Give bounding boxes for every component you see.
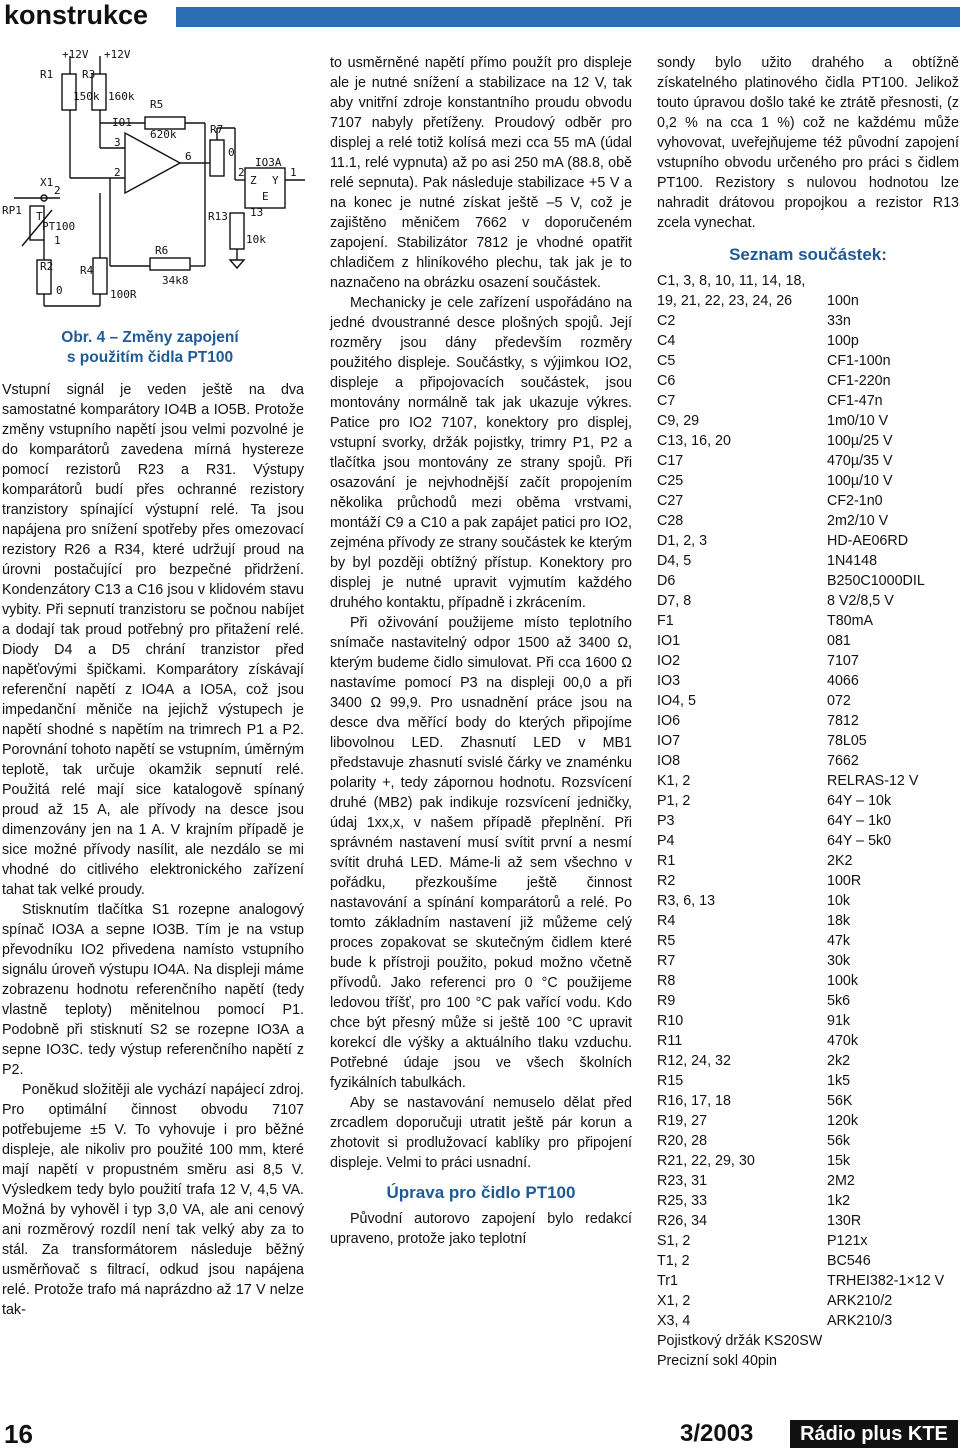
parts-row xyxy=(657,491,959,511)
part-ref: D6 xyxy=(657,573,676,589)
page-header xyxy=(0,0,960,30)
parts-row xyxy=(657,951,959,971)
part-ref: R20, 28 xyxy=(657,1133,708,1149)
part-value: 7812 xyxy=(827,713,859,729)
parts-row xyxy=(657,1171,959,1191)
schem-label: RP1 xyxy=(2,204,22,217)
part-ref: C7 xyxy=(657,393,676,409)
part-value: 1k5 xyxy=(827,1073,851,1089)
part-value: 7107 xyxy=(827,653,859,669)
schem-label: 0 xyxy=(56,284,63,297)
part-ref: C5 xyxy=(657,353,676,369)
parts-row xyxy=(657,351,959,371)
paragraph: Při oživování použijeme místo teplotního snímače nastavitelný odpor 1500 až 3400 Ω, kterým budeme čidlo simulovat. Při cca 1600 Ω nastavíme pomocí P3 na displeji 00,0 a při 3400 Ω 99,9. Pro usnadnění práce jsou na desce dva měřící body do kterých připojíme libovolnou LED. Zhasnutí LED v MB1 představuje zhasnutí svislé čárky ve znaménku polarity +, tedy zápornou hodnotu. Rozsvícení druhé (MB2) pak indikuje rozsvícení jedničky, údaj 1xx,x, v našem případě přeplnění. Při správném nastavení musí svítit první a nesmí svítit druhá LED. Máme-li až sem všechno v pořádku, přezkoušíme ještě činnost nastavování a spínání komparátorů a relé. Po tomto základním nastavení již můžeme celý proces zopakovat se skutečným čidlem které bude k přístroji použito, pokud možno včetně přívodů. Jako referenci pro 0 °C použijeme ledovou tříšť, pro 100 °C pak vařící vodu. Kdo chce být přesný může si ještě 100 °C upravit korekcí dle výšky a aktuálního tlaku vzduchu. Potřebné údaje jsou ve všech školních fyzikálních tabulkách. xyxy=(330,615,632,1091)
schem-label: 160k xyxy=(108,90,135,103)
parts-row xyxy=(657,751,959,771)
schem-label: 0 xyxy=(228,146,235,159)
parts-row xyxy=(657,1231,959,1251)
parts-extra: Pojistkový držák KS20SW xyxy=(657,1333,823,1349)
part-ref: C25 xyxy=(657,473,684,489)
part-value: 2M2 xyxy=(827,1173,855,1189)
parts-row xyxy=(657,731,959,751)
schem-label: R3 xyxy=(82,68,96,81)
part-ref: R5 xyxy=(657,933,676,949)
part-ref: R1 xyxy=(657,853,676,869)
parts-row xyxy=(657,1051,959,1071)
part-ref: P3 xyxy=(657,813,675,829)
part-value: RELRAS-12 V xyxy=(827,773,919,789)
part-ref: C27 xyxy=(657,493,684,509)
figure-caption-line: s použitím čidla PT100 xyxy=(66,349,234,366)
part-ref: R8 xyxy=(657,973,676,989)
part-value: BC546 xyxy=(827,1253,871,1269)
part-value: T80mA xyxy=(827,613,874,629)
part-ref: D4, 5 xyxy=(657,553,692,569)
schem-label: PT100 xyxy=(42,220,76,233)
part-ref: D7, 8 xyxy=(657,593,692,609)
text-column-3 xyxy=(657,53,959,1371)
paragraph: sondy bylo užito drahého a obtížně získatelného platinového čidla PT100. Jelikož touto úpravou došlo také ke ztrátě přesnosti, (z 0,2 % na cca 1 %) což ne každému může vyhovovat, uveřejňujeme též původní zapojení vstupního obvodu určeného pro práci s čidlem PT100. Rezistory s nulovou hodnotou lze nahradit drátovou propojkou a rezistor R13 zcela vynechat. xyxy=(657,55,959,231)
schem-label: IO1 xyxy=(112,116,132,129)
parts-row xyxy=(657,1251,959,1271)
part-value: 7662 xyxy=(827,753,859,769)
schem-label: 150k xyxy=(73,90,100,103)
part-ref: R21, 22, 29, 30 xyxy=(657,1153,755,1169)
part-ref: C2 xyxy=(657,313,676,329)
header-accent-bar xyxy=(176,7,960,27)
paragraph: Aby se nastavování nemuselo dělat před zrcadlem doporučuji utratit ještě pár korun a zhotovit si prodlužovací kablíky pro připojení displeje. Velmi to práci usnadní. xyxy=(330,1095,632,1171)
schem-label: 10k xyxy=(246,233,266,246)
figure-caption xyxy=(0,328,300,368)
parts-row xyxy=(657,811,959,831)
part-value: 78L05 xyxy=(827,733,867,749)
schem-label: 3 xyxy=(114,136,121,149)
parts-row xyxy=(657,1271,959,1291)
part-ref: P1, 2 xyxy=(657,793,691,809)
part-value: 081 xyxy=(827,633,851,649)
text-column-2 xyxy=(330,53,632,1249)
page-number: 16 xyxy=(4,1419,33,1449)
parts-row xyxy=(657,1031,959,1051)
text-column-1 xyxy=(2,380,304,1320)
parts-row xyxy=(657,1111,959,1131)
part-value: 8 V2/8,5 V xyxy=(827,593,894,609)
part-value: 2m2/10 V xyxy=(827,513,889,529)
part-ref: R12, 24, 32 xyxy=(657,1053,731,1069)
parts-table xyxy=(657,271,959,1331)
parts-row xyxy=(657,1011,959,1031)
part-value: HD-AE06RD xyxy=(827,533,909,549)
part-value: ARK210/2 xyxy=(827,1293,893,1309)
parts-row xyxy=(657,711,959,731)
parts-row xyxy=(657,1311,959,1331)
part-ref: IO2 xyxy=(657,653,681,669)
part-value: P121x xyxy=(827,1233,868,1249)
part-value: 15k xyxy=(827,1153,851,1169)
part-ref: R11 xyxy=(657,1033,683,1049)
parts-row xyxy=(657,571,959,591)
part-value: 100µ/10 V xyxy=(827,473,893,489)
schem-label: +12V xyxy=(104,48,131,61)
part-value: 5k6 xyxy=(827,993,851,1009)
part-value: 56k xyxy=(827,1133,851,1149)
parts-row xyxy=(657,1131,959,1151)
parts-row xyxy=(657,511,959,531)
schem-label: R5 xyxy=(150,98,164,111)
schem-label: R6 xyxy=(155,244,169,257)
part-ref: IO8 xyxy=(657,753,681,769)
schem-label: X1 xyxy=(40,176,54,189)
parts-row xyxy=(657,291,959,311)
paragraph: Vstupní signál je veden ještě na dva samostatné komparátory IO4B a IO5B. Protože změny vstupního napětí jsou velmi pozvolné je do komparátorů zavedena mírná hystereze pomocí rezistorů R23 a R31. Výstupy komparátorů budí přes ochranné rezistory tranzistory spínající výstupní relé. Ta jsou napájena pro snížení spotřeby přes omezovací rezistory R26 a R34, které udržují proud na úrovni postačující pro bezpečné přidržení. Kondenzátory C13 a C16 jsou v klidovém stavu vybity. Při sepnutí tranzistoru se počnou nabíjet a dodají tak proud potřebný pro přitažení relé. Diody D4 a D5 chrání tranzistor před napěťovými špičkami. Komparátory získávají referenční napětí z IO4A a IO5A, což jsou impedanční měniče na jejichž výstupech je napětí shodné s napětím na trimrech P1 a P2. Porovnání tohoto napětí se vstupním, úměrným teplotě, tak určuje okamžik sepnutí relé. Použitá relé mají sice katalogově spínaný proud až 15 A, ale přívody na desce jsou dimenzovány jen na 1 A. V krajním případě je sice možné přívody nasílit, ale nezdálo se mi vhodné do citlivého elektronického zařízení tahat tak velké proudy. xyxy=(2,382,304,898)
part-ref: D1, 2, 3 xyxy=(657,533,708,549)
part-ref: C6 xyxy=(657,373,676,389)
part-value: 64Y – 1k0 xyxy=(827,813,892,829)
parts-row xyxy=(657,671,959,691)
parts-row xyxy=(657,391,959,411)
parts-row xyxy=(657,1291,959,1311)
schem-label: 2 xyxy=(238,166,245,179)
magazine-logo: Rádio plus KTE xyxy=(790,1420,958,1448)
part-ref: R15 xyxy=(657,1073,684,1089)
part-value: 1N4148 xyxy=(827,553,878,569)
part-ref: R2 xyxy=(657,873,676,889)
issue-number: 3/2003 xyxy=(680,1420,754,1447)
paragraph: Původní autorovo zapojení bylo redakcí upraveno, protože jako teplotní xyxy=(330,1211,632,1247)
parts-row xyxy=(657,471,959,491)
part-value: 100k xyxy=(827,973,859,989)
part-ref: IO7 xyxy=(657,733,681,749)
part-ref: R10 xyxy=(657,1013,684,1029)
schem-label: R1 xyxy=(40,68,54,81)
parts-row xyxy=(657,591,959,611)
part-value xyxy=(827,271,959,291)
schem-label: 2 xyxy=(54,184,61,197)
parts-row xyxy=(657,651,959,671)
part-value: 120k xyxy=(827,1113,859,1129)
schematic-figure xyxy=(0,48,310,318)
parts-row xyxy=(657,831,959,851)
part-value: TRHEI382-1×12 V xyxy=(827,1273,945,1289)
parts-row xyxy=(657,531,959,551)
part-value: 30k xyxy=(827,953,851,969)
parts-row xyxy=(657,891,959,911)
parts-row xyxy=(657,871,959,891)
part-value: 1k2 xyxy=(827,1193,851,1209)
part-value: ARK210/3 xyxy=(827,1313,893,1329)
parts-row xyxy=(657,271,959,291)
part-value: 33n xyxy=(827,313,851,329)
paragraph: Mechanicky je cele zařízení uspořádáno na jedné dvoustranné desce plošných spojů. Její rozměry jsou dány především rozměry použitého displeje. Součástky, s výjimkou IO2, displeje a připojovacích součástek, jsou montovány normálně tak jak ukazuje výkres. Patice pro IO2 7107, konektory pro displej, vstupní svorky, držák pojistky, trimry P1, P2 a tlačítka jsou montovány ze strany spojů. Při osazování je nejvhodnější začít propojením několika průchodů mezi oběma vrstvami, montáží C9 a C10 a pak zapájet patici pro IO2, zejména přívody ze strany součástek ke kterým by byl později obtížný přístup. Konektory pro displej je nutné upravit vyjmutím každého druhého kontaktu, případně i zkrácením. xyxy=(330,295,632,611)
parts-row xyxy=(657,311,959,331)
schem-label: Z xyxy=(250,174,257,187)
part-ref: R26, 34 xyxy=(657,1213,708,1229)
part-ref: R23, 31 xyxy=(657,1173,708,1189)
part-value: 130R xyxy=(827,1213,862,1229)
part-ref: X1, 2 xyxy=(657,1293,691,1309)
part-value: 64Y – 10k xyxy=(827,793,892,809)
schem-label: 100R xyxy=(110,288,137,301)
part-ref: IO1 xyxy=(657,633,681,649)
parts-row xyxy=(657,991,959,1011)
part-value: 64Y – 5k0 xyxy=(827,833,892,849)
part-value: CF1-220n xyxy=(827,373,891,389)
schem-label: 1 xyxy=(290,166,297,179)
parts-row xyxy=(657,791,959,811)
part-ref: F1 xyxy=(657,613,674,629)
parts-row xyxy=(657,611,959,631)
part-ref: R3, 6, 13 xyxy=(657,893,716,909)
parts-row xyxy=(657,431,959,451)
parts-list-heading: Seznam součástek: xyxy=(729,245,887,264)
part-value: 91k xyxy=(827,1013,851,1029)
schem-label: 2 xyxy=(114,166,121,179)
schem-label: E xyxy=(262,190,269,203)
part-ref: R7 xyxy=(657,953,676,969)
parts-row xyxy=(657,971,959,991)
parts-row xyxy=(657,931,959,951)
part-ref: X3, 4 xyxy=(657,1313,691,1329)
parts-row xyxy=(657,551,959,571)
parts-row xyxy=(657,451,959,471)
parts-row xyxy=(657,911,959,931)
part-ref: C17 xyxy=(657,453,684,469)
part-ref: C1, 3, 8, 10, 11, 14, 18, xyxy=(657,273,806,289)
part-ref: Tr1 xyxy=(657,1273,678,1289)
parts-row xyxy=(657,851,959,871)
part-ref: 19, 21, 22, 23, 24, 26 xyxy=(657,293,793,309)
part-value: 470k xyxy=(827,1033,859,1049)
part-ref: T1, 2 xyxy=(657,1253,690,1269)
part-ref: P4 xyxy=(657,833,675,849)
part-ref: C9, 29 xyxy=(657,413,700,429)
part-ref: R4 xyxy=(657,913,676,929)
parts-row xyxy=(657,631,959,651)
part-value: 100p xyxy=(827,333,859,349)
figure-caption-line: Obr. 4 – Změny zapojení xyxy=(61,329,239,346)
schem-label: 620k xyxy=(150,128,177,141)
part-value: CF1-100n xyxy=(827,353,891,369)
schem-label: 6 xyxy=(185,150,192,163)
part-value: 47k xyxy=(827,933,851,949)
part-value: 100n xyxy=(827,293,859,309)
part-ref: R9 xyxy=(657,993,676,1009)
part-value: 100µ/25 V xyxy=(827,433,893,449)
part-value: 2k2 xyxy=(827,1053,851,1069)
part-value: 10k xyxy=(827,893,851,909)
parts-row xyxy=(657,1151,959,1171)
schem-label: T xyxy=(36,210,43,223)
part-ref: IO6 xyxy=(657,713,681,729)
schem-label: R4 xyxy=(80,264,94,277)
part-value: 100R xyxy=(827,873,862,889)
part-value: CF1-47n xyxy=(827,393,883,409)
parts-row xyxy=(657,771,959,791)
parts-row xyxy=(657,1091,959,1111)
parts-row xyxy=(657,371,959,391)
parts-row xyxy=(657,1191,959,1211)
part-value: 2K2 xyxy=(827,853,853,869)
schem-label: R2 xyxy=(40,260,54,273)
parts-row xyxy=(657,691,959,711)
part-ref: S1, 2 xyxy=(657,1233,691,1249)
section-heading: Úprava pro čidlo PT100 xyxy=(386,1183,576,1202)
part-value: 1m0/10 V xyxy=(827,413,889,429)
parts-row xyxy=(657,331,959,351)
schem-label: 1 xyxy=(54,234,61,247)
part-value: 18k xyxy=(827,913,851,929)
part-value: B250C1000DIL xyxy=(827,573,925,589)
part-value: 56K xyxy=(827,1093,853,1109)
part-ref: C28 xyxy=(657,513,684,529)
paragraph: Poněkud složitěji ale vychází napájecí zdroj. Pro optimální činnost obvodu 7107 potřebujeme ±5 V. To vyhovuje i pro běžné displeje, ale nikoliv pro použité 100 mm, které mají napětí v propustném směru asi 8,5 V. Výsledkem tedy bylo použití trafa 12 V, 4,5 VA. Možná by vyhověl i typ 3,0 VA, ale ani cenový ani rozměrový rozdíl není tak velký aby za to stál. Za transformátorem následuje běžný usměrňovač s filtrací, odkud jsou napájena relé. Protože trafo má naprázdno až 17 V nelze tak- xyxy=(2,1082,304,1318)
part-ref: R19, 27 xyxy=(657,1113,708,1129)
part-ref: R25, 33 xyxy=(657,1193,708,1209)
part-value: 072 xyxy=(827,693,851,709)
paragraph: to usměrněné napětí přímo použít pro displeje ale je nutné snížení a stabilizace na 12 V, tak aby vnitřní zdroje konstantního proudu obvodu 7107 nabyly přetíženy. Proudový odběr pro displej a relé totiž kolísá mezi cca 55 mA (údal 11.1, relé vypnuta) až po asi 250 mA (88.8, obě relé sepnuta). Pak následuje stabilizace +5 V a na konec je nutné získat ještě –5 V, což je zajištěno měničem 7662 v doporučeném zapojení. Stabilizátor 7812 je vhodné opatřit chladičem z hliníkového plechu, tak jak je to naznačeno na obrázku osazení součástek. xyxy=(330,55,632,291)
schem-label: R13 xyxy=(208,210,228,223)
part-ref: IO3 xyxy=(657,673,681,689)
part-ref: C4 xyxy=(657,333,676,349)
part-ref: R16, 17, 18 xyxy=(657,1093,731,1109)
paragraph: Stisknutím tlačítka S1 rozepne analogový spínač IO3A a sepne IO3B. Tím je na vstup převodníku IO2 přivedena namísto vstupního signálu úroveň výstupu IO4A. Na displeji máme zobrazenu hodnotu referenčního napětí (tedy vlastně teploty) měnitelnou pomocí P1. Podobně při stisknutí S2 se rozepne IO3A a sepne IO3C. tedy výstup referenčního napětí z P2. xyxy=(2,902,304,1078)
part-value: CF2-1n0 xyxy=(827,493,883,509)
parts-row xyxy=(657,411,959,431)
schem-label: 34k8 xyxy=(162,274,189,287)
parts-row xyxy=(657,1071,959,1091)
schem-label: IO3A xyxy=(255,156,282,169)
schem-label: +12V xyxy=(62,48,89,61)
part-ref: C13, 16, 20 xyxy=(657,433,731,449)
page-footer xyxy=(0,1418,960,1453)
schem-label: 13 xyxy=(250,206,264,219)
part-value: 4066 xyxy=(827,673,859,689)
parts-row xyxy=(657,1211,959,1231)
part-ref: IO4, 5 xyxy=(657,693,696,709)
schem-label: Y xyxy=(272,174,279,187)
part-value: 470µ/35 V xyxy=(827,453,893,469)
section-title: konstrukce xyxy=(4,0,149,30)
schem-label: R7 xyxy=(210,123,224,136)
parts-extra: Precizní sokl 40pin xyxy=(657,1353,777,1369)
part-ref: K1, 2 xyxy=(657,773,691,789)
